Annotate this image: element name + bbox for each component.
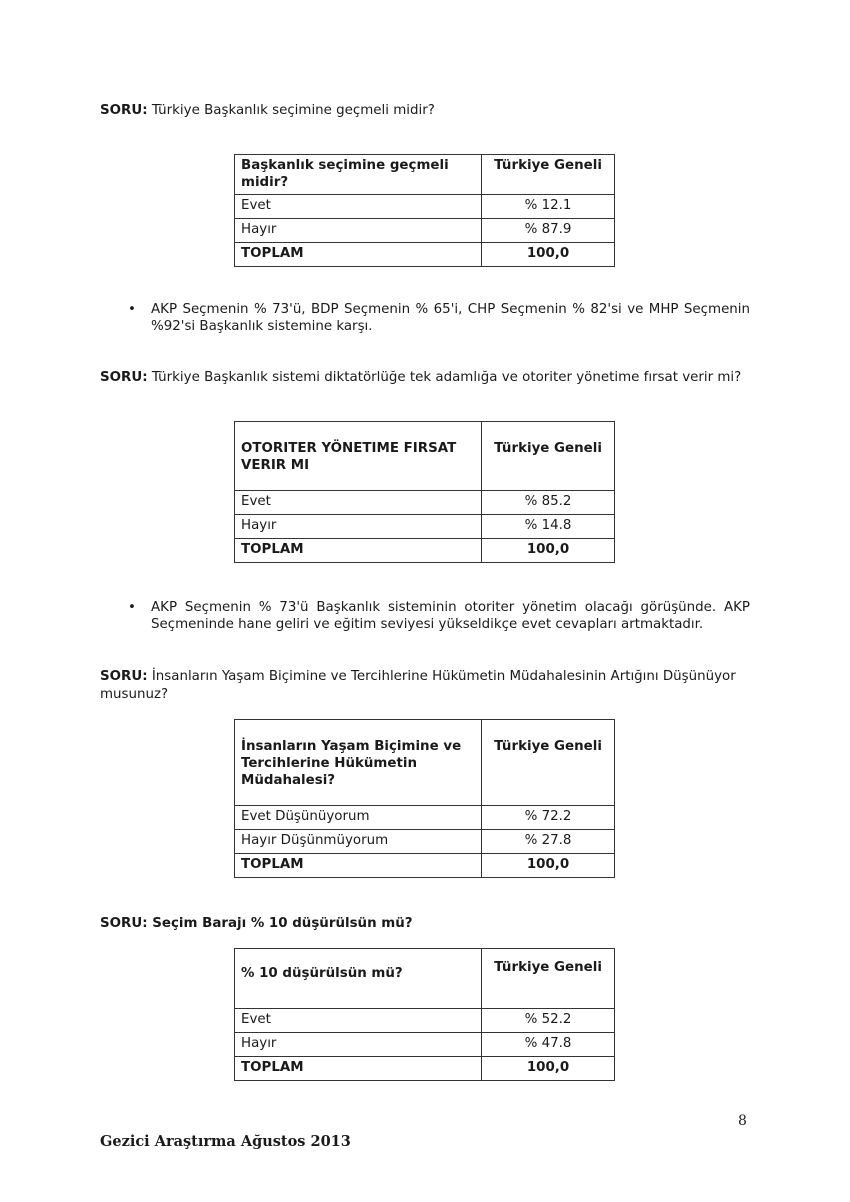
table-row: [235, 1009, 615, 1033]
total-label: TOPLAM: [235, 539, 482, 563]
table-header-row: [235, 422, 615, 491]
question-text: Seçim Barajı % 10 düşürülsün mü?: [152, 916, 413, 931]
total-label: TOPLAM: [235, 854, 482, 878]
question-text: Türkiye Başkanlık sistemi diktatörlüğe tek adamlığa ve otoriter yönetime fırsat verir mi?: [151, 370, 742, 385]
table-cell: Hayır: [235, 219, 482, 243]
question-4: [100, 915, 750, 933]
question-3: [100, 668, 750, 704]
page-number: 8: [738, 1113, 747, 1129]
total-value: 100,0: [482, 1057, 615, 1081]
table-row: [235, 195, 615, 219]
header-cell: Türkiye Geneli: [482, 720, 615, 806]
table-total-row: [235, 854, 615, 878]
total-value: 100,0: [482, 243, 615, 267]
table-cell: Hayır: [235, 1033, 482, 1057]
header-cell: OTORITER YÖNETIME FIRSAT VERIR MI: [235, 422, 482, 491]
table-cell: Hayır: [235, 515, 482, 539]
question-label: SORU:: [100, 916, 148, 931]
table-cell: Evet: [235, 491, 482, 515]
bullet-icon: •: [128, 302, 136, 317]
table-row: [235, 515, 615, 539]
header-cell: İnsanların Yaşam Biçimine ve Tercihlerine Hükümetin Müdahalesi?: [235, 720, 482, 806]
question-label: SORU:: [100, 103, 148, 118]
table-cell: Evet: [235, 195, 482, 219]
table-cell: % 27.8: [482, 830, 615, 854]
table-4: [234, 948, 615, 1081]
question-label: SORU:: [100, 669, 148, 684]
header-cell: Türkiye Geneli: [482, 155, 615, 195]
table-row: [235, 491, 615, 515]
total-value: 100,0: [482, 854, 615, 878]
table-cell: % 72.2: [482, 806, 615, 830]
table-cell: % 12.1: [482, 195, 615, 219]
question-label: SORU:: [100, 370, 148, 385]
page-footer: Gezici Araştırma Ağustos 2013: [100, 1133, 351, 1150]
total-label: TOPLAM: [235, 1057, 482, 1081]
table-3: [234, 719, 615, 878]
bullet-text: AKP Seçmenin % 73'ü, BDP Seçmenin % 65'i, CHP Seçmenin % 82'si ve MHP Seçmenin %92'si Başkanlık sistemine karşı.: [151, 302, 750, 334]
bullet-icon: •: [128, 600, 136, 615]
table-header-row: [235, 720, 615, 806]
table-header-row: [235, 949, 615, 1009]
table-cell: % 47.8: [482, 1033, 615, 1057]
question-text: Türkiye Başkanlık seçimine geçmeli midir?: [151, 103, 435, 118]
table-total-row: [235, 539, 615, 563]
bullet-text: AKP Seçmenin % 73'ü Başkanlık sisteminin otoriter yönetim olacağı görüşünde. AKP Seçmeninde hane geliri ve eğitim seviyesi yükseldikçe evet cevapları artmaktadır.: [151, 600, 750, 632]
table-cell: Evet Düşünüyorum: [235, 806, 482, 830]
question-1: [100, 102, 750, 120]
total-value: 100,0: [482, 539, 615, 563]
table-row: [235, 219, 615, 243]
bullet-note-1: [128, 301, 750, 335]
header-cell: Türkiye Geneli: [482, 422, 615, 491]
question-text: İnsanların Yaşam Biçimine ve Tercihlerine Hükümetin Müdahalesinin Artığını Düşünüyor musunuz?: [100, 669, 736, 702]
table-cell: Hayır Düşünmüyorum: [235, 830, 482, 854]
table-header-row: [235, 155, 615, 195]
table-2: [234, 421, 615, 563]
table-row: [235, 806, 615, 830]
bullet-note-2: [128, 599, 750, 633]
table-row: [235, 1033, 615, 1057]
table-cell: % 85.2: [482, 491, 615, 515]
total-label: TOPLAM: [235, 243, 482, 267]
header-cell: % 10 düşürülsün mü?: [235, 949, 482, 1009]
table-cell: % 87.9: [482, 219, 615, 243]
table-row: [235, 830, 615, 854]
table-total-row: [235, 1057, 615, 1081]
header-cell: Türkiye Geneli: [482, 949, 615, 1009]
header-cell: Başkanlık seçimine geçmeli midir?: [235, 155, 482, 195]
table-cell: % 14.8: [482, 515, 615, 539]
table-cell: Evet: [235, 1009, 482, 1033]
question-2: [100, 369, 750, 387]
table-1: [234, 154, 615, 267]
table-total-row: [235, 243, 615, 267]
table-cell: % 52.2: [482, 1009, 615, 1033]
